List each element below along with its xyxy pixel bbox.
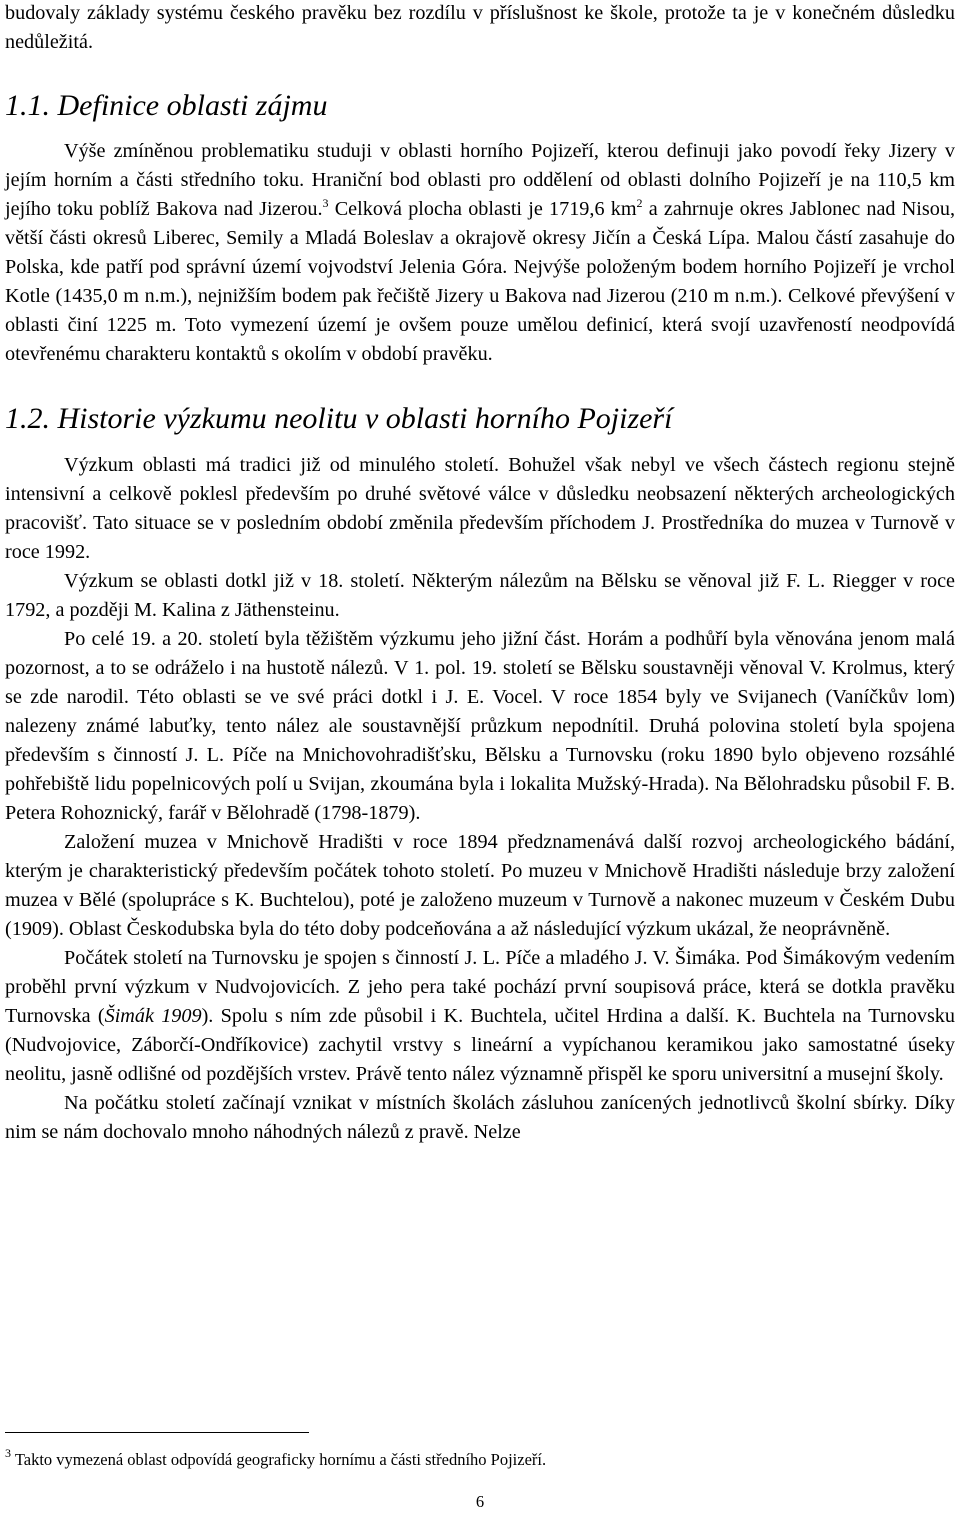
section-heading-1-1 [5, 88, 955, 124]
text-run: Výše zmíněnou problematiku studuji v oblasti horního Pojizeří, kterou definuji jako povodí řeky Jizery v jejím horním a části středního toku. Hraniční bod oblasti pro oddělení od oblasti dolního Pojizeří je na 110,5 km jejího toku poblíž Bakova nad Jizerou. [5, 140, 955, 220]
citation: Šimák 1909 [104, 1005, 202, 1027]
footnote-text: Takto vymezená oblast odpovídá geograficky hornímu a části středního Pojizeří. [11, 1450, 547, 1469]
section-number: 1.1. [5, 89, 50, 122]
section-number: 1.2. [5, 402, 50, 435]
footnote-mark: 3 [5, 1446, 11, 1460]
text-run: a zahrnuje okres Jablonec nad Nisou, větší části okresů Liberec, Semily a Mladá Boleslav a okrajově okresy Jičín a Česká Lípa. Malou částí zasahuje do Polska, kde patří pod správní území vojvodství Jelenia Góra. Nejvýše položeným bodem horního Pojizeří je vrchol Kotle (1435,0 m n.m.), nejnižším bodem pak řečiště Jizery u Bakova nad Jizerou (210 m n.m.). Celkové převýšení v oblasti činí 1225 m. Toto vymezení území je ovšem pouze umělou definicí, která svojí uzavřeností neodpovídá otevřenému charakteru kontaktů s okolím v období pravěku. [5, 198, 956, 365]
page-number: 6 [475, 1492, 485, 1511]
history-paragraph: Výzkum oblasti má tradici již od minulého století. Bohužel však nebyl ve všech částech regionu stejně intensivní a celkově poklesl především po druhé světové válce v důsledku neobsazení některých archeologických pracovišť. Tato situace se v posledním období změnila především příchodem J. Prostředníka do muzea v Turnově v roce 1992. [5, 454, 955, 563]
footnote-reference: 3 [322, 196, 329, 210]
section-title: Definice oblasti zájmu [57, 89, 328, 122]
footnote-separator [5, 1432, 309, 1433]
section-title: Historie výzkumu neolitu v oblasti horního Pojizeří [57, 402, 673, 435]
text-run: Počátek století na Turnovsku je spojen s činností J. L. Píče a mladého J. V. Šimáka. Pod Šimákovým vedením proběhl první výzkum v Nudvojovicích. Z jeho pera také pochází první soupisová práce, která se dotkla pravěku Turnovska ( [5, 947, 955, 1027]
superscript: 2 [636, 196, 643, 210]
text-run: ). Spolu s ním zde působil i K. Buchtela, učitel Hrdina a další. K. Buchtela na Turnovsku (Nudvojovice, Záborčí-Ondříkovice) zachytil vrstvy s lineární a vypíchanou keramikou jako samostatné úseky neolitu, jasně odlišné od pozdějších vrstev. Právě tento nález významně přispěl ke sporu universitní a musejní školy. [5, 1005, 955, 1085]
intro-paragraph: budovaly základy systému českého pravěku bez rozdílu v příslušnost ke škole, protože ta je v konečném důsledku nedůležitá. [5, 2, 955, 53]
definition-paragraph [5, 137, 955, 369]
text-run: Celková plocha oblasti je 1719,6 km [328, 198, 637, 220]
section-heading-1-2 [5, 401, 955, 437]
footnote [5, 1446, 945, 1470]
history-paragraph [5, 944, 955, 1089]
history-paragraph: Založení muzea v Mnichově Hradišti v roce 1894 předznamenává další rozvoj archeologického bádání, kterým je charakteristický především počátek tohoto století. Po muzeu v Mnichově Hradišti následuje brzy založení muzea v Bělé (spolupráce s K. Buchtelou), poté je založeno muzeum v Turnově a nakonec muzeum v Českém Dubu (1909). Oblast Českodubska byla do této doby podceňována a až následující výzkum ukázal, že neoprávněně. [5, 831, 955, 940]
history-body [5, 451, 955, 1147]
document-page [5, 0, 955, 1147]
history-paragraph: Na počátku století začínají vznikat v místních školách zásluhou zanícených jednotlivců školní sbírky. Díky nim se nám dochovalo mnoho náhodných nálezů z pravě. Nelze [5, 1092, 955, 1143]
history-paragraph: Výzkum se oblasti dotkl již v 18. století. Některým nálezům na Bělsku se věnoval již F. L. Riegger v roce 1792, a později M. Kalina z Jäthensteinu. [5, 570, 955, 621]
history-paragraph: Po celé 19. a 20. století byla těžištěm výzkumu jeho jižní část. Horám a podhůří byla věnována jenom malá pozornost, a to se odráželo i na hustotě nálezů. V 1. pol. 19. století se Bělsku soustavněji věnoval V. Krolmus, který se zde narodil. Této oblasti se ve své práci dotkl i J. E. Vocel. V roce 1854 byly ve Svijanech (Vaníčkův lom) nalezeny známé labuťky, tento nález ale soustavnější průzkum nepodnítil. Druhá polovina století byla spojena především s činností J. L. Píče na Mnichovohradišťsku, Bělsku a Turnovsku (roku 1890 bylo objeveno rozsáhlé pohřebiště lidu popelnicových polí u Svijan, zkoumána byla i lokalita Mužský-Hrada). Na Bělohradsku působil F. B. Petera Rohoznický, farář v Bělohradě (1798-1879). [5, 628, 955, 824]
